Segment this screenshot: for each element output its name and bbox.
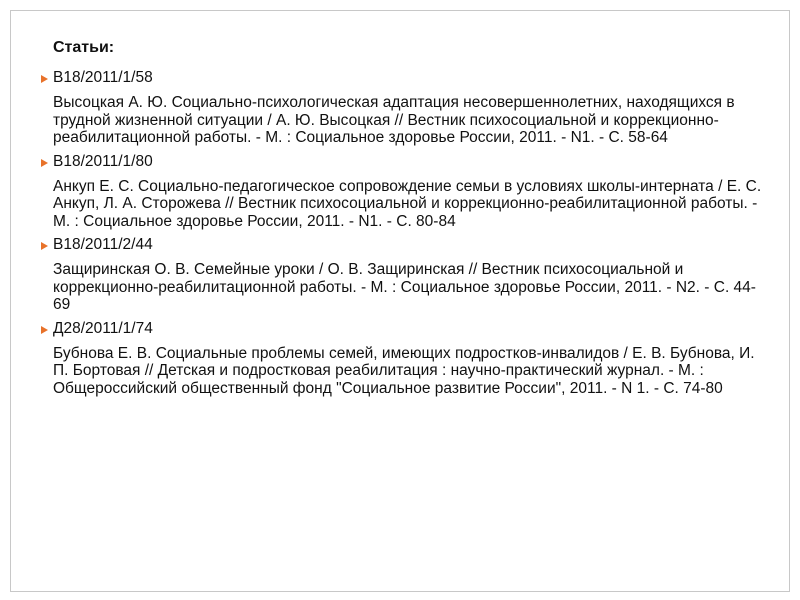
shelf-code: В18/2011/2/44 [53, 236, 153, 253]
slide [10, 10, 790, 592]
article-entry [43, 151, 773, 231]
bullet-arrow-icon [41, 159, 48, 167]
article-entry [43, 67, 773, 147]
citation-text: Защиринская О. В. Семейные уроки / О. В. Защиринская // Вестник психосоциальной и коррекционно-реабилитационной работы. - М. : Социальное здоровье России, 2011. - N2. - С. 44-69 [53, 261, 756, 313]
shelf-code-line [43, 318, 773, 340]
shelf-code: В18/2011/1/80 [53, 152, 153, 170]
article-entry [43, 234, 773, 314]
shelf-code-line [43, 151, 773, 173]
slide-heading: Статьи: [53, 39, 115, 56]
citation-text: Высоцкая А. Ю. Социально-психологическая адаптация несовершеннолетних, находящихся в трудной жизненной ситуации / А. Ю. Высоцкая // Вестник психосоциальной и коррекционно-реабилитационной работы. - М. : Социальное здоровье России, 2011. - N1. - С. 58-64 [53, 94, 735, 146]
shelf-code: В18/2011/1/58 [53, 69, 153, 86]
citation-text: Анкуп Е. С. Социально-педагогическое сопровождение семьи в условиях школы-интерната / Е. С. Анкуп, Л. А. Сторожева // Вестник психосоциальной и коррекционно-реабилитационной работы. - М. : Социальное здоровье России, 2011. - N1. - С. 80-84 [53, 177, 762, 230]
citation-text: Бубнова Е. В. Социальные проблемы семей, имеющих подростков-инвалидов / Е. В. Бубнова, И. П. Бортовая // Детская и подростковая реабилитация : научно-практический журнал. - М. : Общероссийский общественный фонд "Социальное развитие России", 2011. - N 1. - С. 74-80 [53, 344, 755, 397]
bullet-arrow-icon [41, 326, 48, 334]
article-entry [43, 318, 773, 398]
shelf-code: Д28/2011/1/74 [53, 319, 153, 337]
slide-content [43, 37, 773, 401]
bullet-arrow-icon [41, 75, 48, 83]
bullet-arrow-icon [41, 242, 48, 250]
shelf-code-line [43, 67, 773, 89]
shelf-code-line [43, 234, 773, 256]
